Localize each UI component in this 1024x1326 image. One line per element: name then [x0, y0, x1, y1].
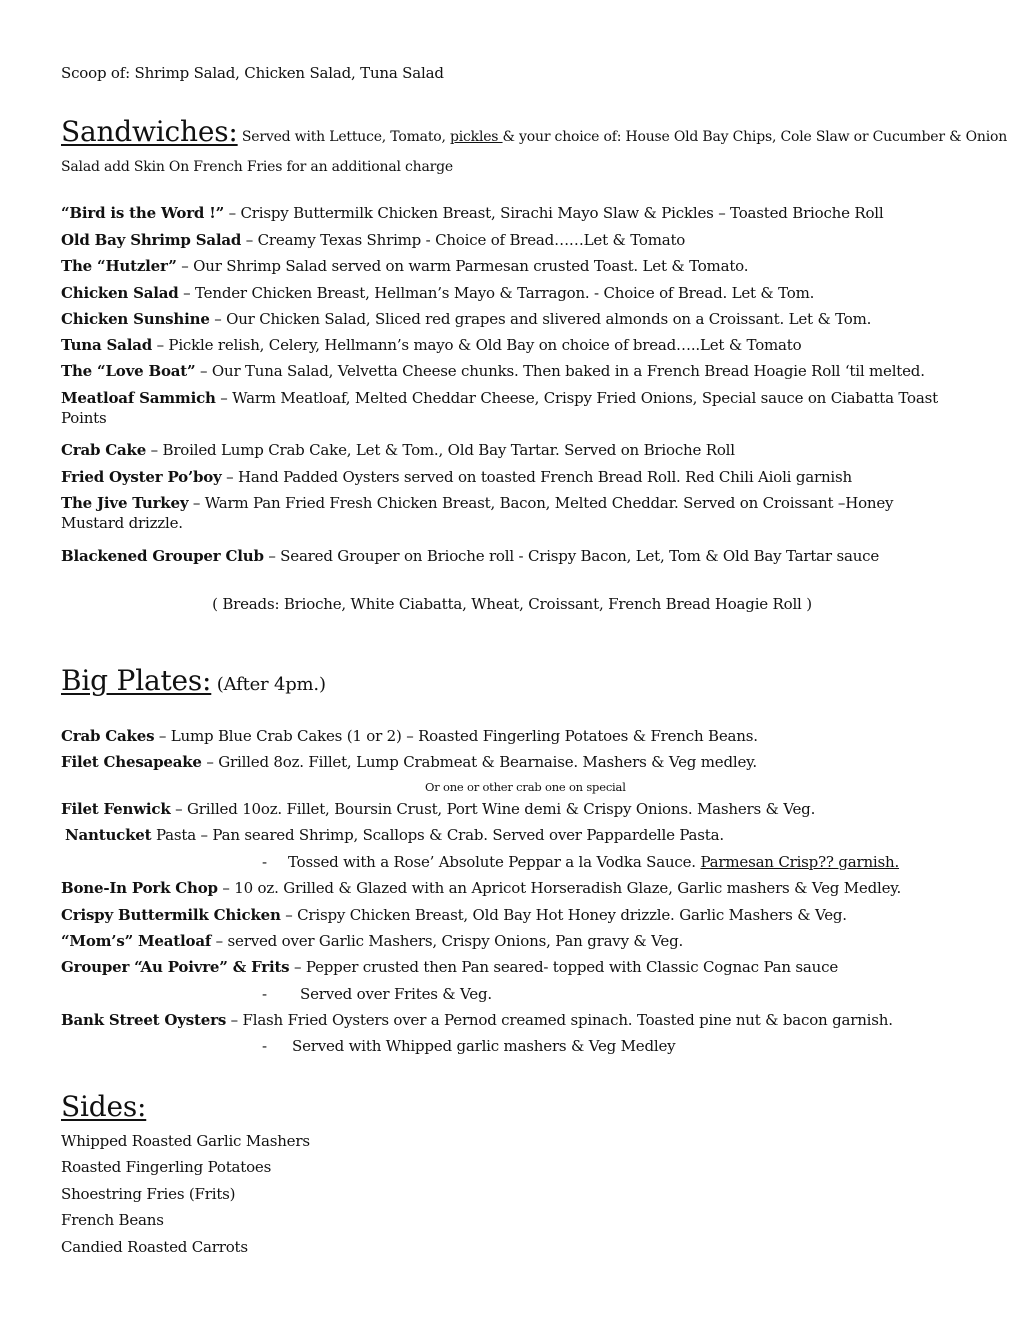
breads-note: ( Breads: Brioche, White Ciabatta, Wheat, Croissant, French Bread Hoagie Roll ): [212, 595, 812, 613]
subline-text: Tossed with a Rose’ Absolute Peppar a la Vodka Sauce.: [288, 853, 701, 871]
item-name: “Bird is the Word !”: [61, 204, 225, 222]
item-desc: – Flash Fried Oysters over a Pernod creamed spinach. Toasted pine nut & bacon garnish.: [226, 1011, 893, 1029]
plate-item: [61, 878, 984, 898]
item-name: The “Love Boat”: [61, 362, 196, 380]
plate-subline: [262, 1036, 984, 1056]
item-name: Filet Fenwick: [61, 800, 171, 818]
sandwich-item: [61, 335, 984, 355]
bullet-dash: -: [262, 853, 267, 871]
bullet-dash: -: [262, 985, 267, 1003]
plate-item: [61, 799, 984, 819]
item-desc: – Tender Chicken Breast, Hellman’s Mayo & Tarragon. - Choice of Bread. Let & Tom.: [178, 284, 815, 302]
item-name: Fried Oyster Po’boy: [61, 468, 222, 486]
item-name: Old Bay Shrimp Salad: [61, 231, 242, 249]
big-plates-note: (After 4pm.): [211, 674, 326, 695]
item-name: Bone-In Pork Chop: [61, 879, 218, 897]
sandwich-item: [61, 256, 984, 276]
sandwich-item: [61, 203, 984, 223]
sandwich-item: [61, 309, 984, 329]
item-name: Nantucket: [65, 826, 152, 844]
plate-item: [65, 825, 984, 845]
sandwiches-note-a: Served with Lettuce, Tomato,: [237, 129, 450, 145]
item-desc: – Crispy Buttermilk Chicken Breast, Sirachi Mayo Slaw & Pickles – Toasted Brioche Roll: [224, 204, 884, 222]
item-name: Crispy Buttermilk Chicken: [61, 906, 281, 924]
item-desc: – 10 oz. Grilled & Glazed with an Apricot Horseradish Glaze, Garlic mashers & Veg Medley.: [217, 879, 902, 897]
sandwich-item: [61, 440, 984, 460]
bullet-dash: -: [262, 1037, 267, 1055]
item-name: The Jive Turkey: [61, 494, 189, 512]
plate-item: [61, 905, 984, 925]
item-name: Filet Chesapeake: [61, 753, 202, 771]
item-desc: Pasta – Pan seared Shrimp, Scallops & Crab. Served over Pappardelle Pasta.: [151, 826, 724, 844]
plate-item: [61, 726, 984, 746]
sandwich-item: [61, 283, 984, 303]
item-desc: – Hand Padded Oysters served on toasted French Bread Roll. Red Chili Aioli garnish: [221, 468, 852, 486]
item-name: Crab Cake: [61, 441, 147, 459]
sandwiches-note-b: & your choice of: House Old Bay Chips, Cole Slaw or Cucumber & Onion: [502, 129, 1008, 145]
item-name: Meatloaf Sammich: [61, 389, 216, 407]
big-plates-title: Big Plates:: [61, 664, 212, 697]
item-name: Tuna Salad: [61, 336, 152, 354]
side-item: Roasted Fingerling Potatoes: [61, 1158, 272, 1176]
item-desc: – Pepper crusted then Pan seared- topped with Classic Cognac Pan sauce: [289, 958, 839, 976]
item-desc: – Seared Grouper on Brioche roll - Crispy Bacon, Let, Tom & Old Bay Tartar sauce: [263, 547, 880, 565]
big-plates-header: [61, 664, 984, 698]
sandwich-item: [61, 230, 984, 250]
sandwich-item: [61, 361, 984, 381]
sandwiches-title: Sandwiches:: [61, 115, 238, 148]
item-name: “Mom’s” Meatloaf: [61, 932, 212, 950]
item-desc: – Warm Pan Fried Fresh Chicken Breast, Bacon, Melted Cheddar. Served on Croissant –Honey Mustard drizzle.: [61, 494, 894, 532]
sandwiches-note-line2: Salad add Skin On French Fries for an additional charge: [61, 159, 453, 175]
sandwiches-note-pickles: pickles: [449, 129, 503, 145]
item-desc: – Grilled 10oz. Fillet, Boursin Crust, Port Wine demi & Crispy Onions. Mashers & Veg.: [170, 800, 816, 818]
side-item: Shoestring Fries (Frits): [61, 1185, 236, 1203]
scoop-line: Scoop of: Shrimp Salad, Chicken Salad, Tuna Salad: [61, 64, 444, 82]
side-item: Candied Roasted Carrots: [61, 1238, 248, 1256]
item-desc: – served over Garlic Mashers, Crispy Onions, Pan gravy & Veg.: [211, 932, 684, 950]
side-item: Whipped Roasted Garlic Mashers: [61, 1132, 310, 1150]
plate-item: [61, 957, 984, 977]
plate-item: [61, 1010, 984, 1030]
plate-subline: [262, 984, 984, 1004]
item-name: Bank Street Oysters: [61, 1011, 227, 1029]
item-desc: – Warm Meatloaf, Melted Cheddar Cheese, Crispy Fried Onions, Special sauce on Ciabatta Toast Points: [61, 389, 938, 427]
item-desc: – Our Shrimp Salad served on warm Parmesan crusted Toast. Let & Tomato.: [176, 257, 749, 275]
special-note: Or one or other crab one on special: [425, 780, 626, 794]
sandwich-item: [61, 493, 934, 533]
sandwich-item: [61, 546, 984, 566]
item-desc: – Lump Blue Crab Cakes (1 or 2) – Roasted Fingerling Potatoes & French Beans.: [154, 727, 758, 745]
side-item: French Beans: [61, 1211, 164, 1229]
item-name: Blackened Grouper Club: [61, 547, 264, 565]
item-desc: – Grilled 8oz. Fillet, Lump Crabmeat & Bearnaise. Mashers & Veg medley.: [201, 753, 757, 771]
subline-garnish: Parmesan Crisp?? garnish.: [700, 853, 900, 871]
sandwich-item: [61, 388, 964, 428]
plate-item: [61, 752, 984, 772]
item-desc: – Our Tuna Salad, Velvetta Cheese chunks. Then baked in a French Bread Hoagie Roll ‘til melted.: [195, 362, 925, 380]
item-desc: – Crispy Chicken Breast, Old Bay Hot Honey drizzle. Garlic Mashers & Veg.: [280, 906, 847, 924]
sandwich-item: [61, 467, 984, 487]
item-name: Crab Cakes: [61, 727, 155, 745]
subline-text: Served with Whipped garlic mashers & Veg Medley: [292, 1037, 676, 1055]
plate-subline: [262, 852, 984, 872]
item-name: The “Hutzler”: [61, 257, 177, 275]
sandwiches-header: [61, 115, 1008, 149]
item-desc: – Our Chicken Salad, Sliced red grapes and slivered almonds on a Croissant. Let & Tom.: [209, 310, 872, 328]
item-name: Chicken Salad: [61, 284, 179, 302]
item-desc: – Creamy Texas Shrimp - Choice of Bread……Let & Tomato: [241, 231, 686, 249]
subline-text: Served over Frites & Veg.: [300, 985, 492, 1003]
item-name: Grouper “Au Poivre” & Frits: [61, 958, 290, 976]
item-desc: – Broiled Lump Crab Cake, Let & Tom., Old Bay Tartar. Served on Brioche Roll: [146, 441, 735, 459]
sides-title: Sides:: [61, 1090, 147, 1123]
item-desc: – Pickle relish, Celery, Hellmann’s mayo & Old Bay on choice of bread…..Let & Tomato: [152, 336, 802, 354]
item-name: Chicken Sunshine: [61, 310, 210, 328]
plate-item: [61, 931, 984, 951]
sides-header: [61, 1090, 984, 1124]
